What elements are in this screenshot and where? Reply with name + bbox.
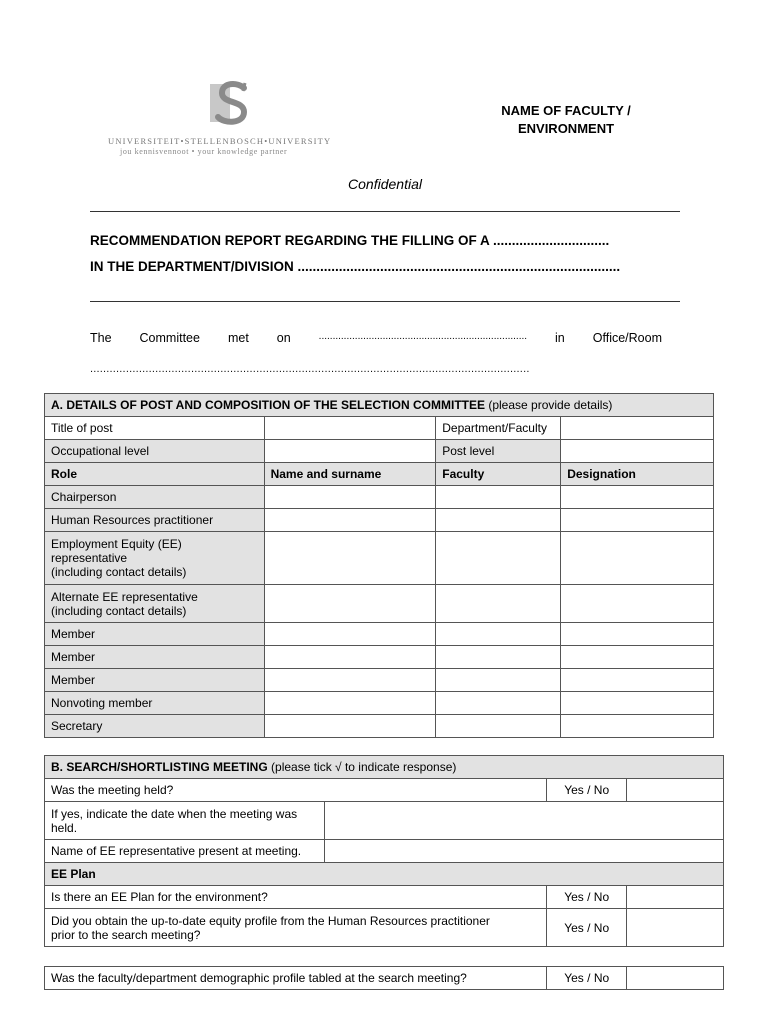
title-of-post-label: Title of post — [45, 417, 265, 440]
faculty-field[interactable] — [436, 509, 561, 532]
bottom-divider — [90, 301, 680, 302]
ee-plan-question: Is there an EE Plan for the environment? — [45, 886, 547, 909]
name-field[interactable] — [264, 486, 436, 509]
designation-field[interactable] — [561, 623, 714, 646]
ee-representative-question: Name of EE representative present at meeting. — [45, 840, 325, 863]
table-row — [45, 715, 714, 738]
demographic-answer-field[interactable] — [627, 967, 724, 990]
role-label: Alternate EE representative (including contact details) — [45, 585, 265, 623]
column-header-faculty: Faculty — [436, 463, 561, 486]
designation-field[interactable] — [561, 585, 714, 623]
meeting-date-blank[interactable]: ........................................................................... — [318, 331, 528, 342]
report-title-line2: IN THE DEPARTMENT/DIVISION ...................................................................................... — [90, 259, 621, 274]
column-header-designation: Designation — [561, 463, 714, 486]
meeting-date-question: If yes, indicate the date when the meeting was held. — [45, 802, 325, 840]
department-faculty-field[interactable] — [561, 417, 714, 440]
faculty-field[interactable] — [436, 715, 561, 738]
demographic-table — [44, 966, 724, 990]
faculty-field[interactable] — [436, 646, 561, 669]
role-label: Secretary — [45, 715, 265, 738]
section-b-table — [44, 755, 724, 947]
designation-field[interactable] — [561, 646, 714, 669]
role-label: Human Resources practitioner — [45, 509, 265, 532]
ee-representative-field[interactable] — [324, 840, 723, 863]
meeting-held-answer-field[interactable] — [627, 779, 724, 802]
designation-field[interactable] — [561, 532, 714, 585]
column-header-role: Role — [45, 463, 265, 486]
report-title-line1: RECOMMENDATION REPORT REGARDING THE FILLING OF A ............................... — [90, 233, 610, 248]
faculty-heading-line1: NAME OF FACULTY / — [501, 103, 631, 118]
meeting-held-question: Was the meeting held? — [45, 779, 547, 802]
table-row — [45, 646, 714, 669]
title-of-post-field[interactable] — [264, 417, 436, 440]
name-field[interactable] — [264, 585, 436, 623]
role-label: Chairperson — [45, 486, 265, 509]
designation-field[interactable] — [561, 715, 714, 738]
equity-profile-answer-field[interactable] — [627, 909, 724, 947]
faculty-field[interactable] — [436, 623, 561, 646]
role-label: Member — [45, 646, 265, 669]
meeting-word: in — [555, 331, 565, 345]
confidential-label: Confidential — [348, 176, 422, 192]
table-row — [45, 692, 714, 715]
role-label: Employment Equity (EE) representative (including contact details) — [45, 532, 265, 585]
occupational-level-field[interactable] — [264, 440, 436, 463]
name-field[interactable] — [264, 669, 436, 692]
ee-plan-subheading: EE Plan — [45, 863, 724, 886]
name-field[interactable] — [264, 509, 436, 532]
meeting-word: met — [227, 331, 249, 345]
name-field[interactable] — [264, 715, 436, 738]
designation-field[interactable] — [561, 669, 714, 692]
logo-university-name: UNIVERSITEIT•STELLENBOSCH•UNIVERSITY — [108, 136, 332, 146]
ee-plan-yes-no[interactable]: Yes / No — [547, 886, 627, 909]
demographic-question: Was the faculty/department demographic profile tabled at the search meeting? — [45, 967, 547, 990]
column-header-name: Name and surname — [264, 463, 436, 486]
section-a-title: A. DETAILS OF POST AND COMPOSITION OF THE SELECTION COMMITTEE (please provide details) — [45, 394, 714, 417]
table-row — [45, 532, 714, 585]
name-field[interactable] — [264, 646, 436, 669]
table-row — [45, 669, 714, 692]
faculty-field[interactable] — [436, 585, 561, 623]
occupational-level-label: Occupational level — [45, 440, 265, 463]
ee-plan-answer-field[interactable] — [627, 886, 724, 909]
name-field[interactable] — [264, 692, 436, 715]
university-logo-icon — [210, 80, 254, 126]
meeting-word: Office/Room — [592, 331, 662, 345]
top-divider — [90, 211, 680, 212]
equity-profile-yes-no[interactable]: Yes / No — [547, 909, 627, 947]
faculty-field[interactable] — [436, 669, 561, 692]
designation-field[interactable] — [561, 509, 714, 532]
table-row — [45, 509, 714, 532]
logo-tagline: jou kennisvennoot • your knowledge partner — [120, 147, 288, 156]
faculty-field[interactable] — [436, 692, 561, 715]
faculty-heading-line2: ENVIRONMENT — [517, 121, 615, 136]
department-faculty-label: Department/Faculty — [436, 417, 561, 440]
faculty-field[interactable] — [436, 486, 561, 509]
name-field[interactable] — [264, 623, 436, 646]
meeting-word: The — [90, 331, 112, 345]
meeting-date-field[interactable] — [324, 802, 723, 840]
post-level-field[interactable] — [561, 440, 714, 463]
name-field[interactable] — [264, 532, 436, 585]
office-room-blank[interactable]: ....................................................................................................................................... — [90, 363, 530, 375]
demographic-yes-no[interactable]: Yes / No — [547, 967, 627, 990]
designation-field[interactable] — [561, 486, 714, 509]
section-a-table — [44, 393, 714, 738]
role-label: Member — [45, 623, 265, 646]
meeting-held-yes-no[interactable]: Yes / No — [547, 779, 627, 802]
table-row — [45, 585, 714, 623]
role-label: Nonvoting member — [45, 692, 265, 715]
role-label: Member — [45, 669, 265, 692]
meeting-statement — [90, 331, 662, 345]
equity-profile-question: Did you obtain the up-to-date equity profile from the Human Resources practitioner prior to the search meeting? — [45, 909, 547, 947]
table-row — [45, 623, 714, 646]
faculty-heading — [470, 102, 662, 138]
meeting-word: Committee — [139, 331, 200, 345]
post-level-label: Post level — [436, 440, 561, 463]
faculty-field[interactable] — [436, 532, 561, 585]
table-row — [45, 486, 714, 509]
designation-field[interactable] — [561, 692, 714, 715]
meeting-word: on — [276, 331, 291, 345]
section-b-title: B. SEARCH/SHORTLISTING MEETING (please tick √ to indicate response) — [45, 756, 724, 779]
